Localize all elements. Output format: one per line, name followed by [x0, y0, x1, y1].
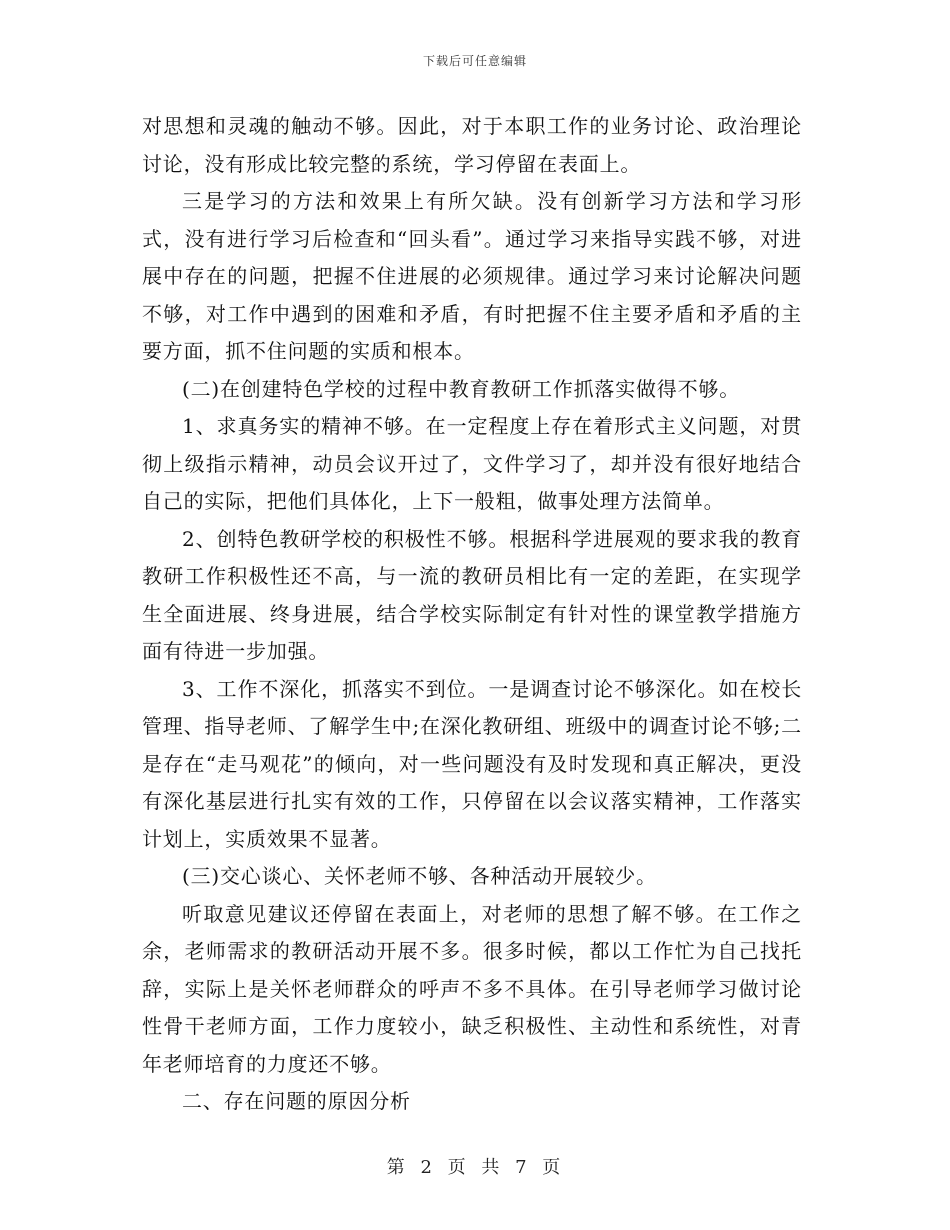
document-body	[142, 108, 802, 1121]
paragraph: 听取意见建议还停留在表面上，对老师的思想了解不够。在工作之余，老师需求的教研活动开展不多。很多时候，都以工作忙为自己找托辞，实际上是关怀老师群众的呼声不多不具体。在引导老师学习做讨论性骨干老师方面，工作力度较小，缺乏积极性、主动性和系统性，对青年老师培育的力度还不够。	[142, 901, 802, 1076]
paragraph: 1、求真务实的精神不够。在一定程度上存在着形式主义问题，对贯彻上级指示精神，动员会议开过了，文件学习了，却并没有很好地结合自己的实际，把他们具体化，上下一般粗，做事处理方法简单。	[142, 414, 802, 513]
section-heading: (三)交心谈心、关怀老师不够、各种活动开展较少。	[182, 864, 657, 888]
page-header-note: 下载后可任意编辑	[422, 54, 527, 68]
paragraph: 对思想和灵魂的触动不够。因此，对于本职工作的业务讨论、政治理论讨论，没有形成比较完整的系统，学习停留在表面上。	[142, 114, 802, 176]
section-heading: 二、存在问题的原因分析	[182, 1089, 411, 1113]
page-number-footer: 第 2 页 共 7 页	[386, 1157, 564, 1178]
paragraph: 3、工作不深化，抓落实不到位。一是调查讨论不够深化。如在校长管理、指导老师、了解学生中;在深化教研组、班级中的调查讨论不够;二是存在“走马观花”的倾向，对一些问题没有及时发现和真正解决，更没有深化基层进行扎实有效的工作，只停留在以会议落实精神，工作落实计划上，实质效果不显著。	[142, 676, 802, 851]
section-heading: (二)在创建特色学校的过程中教育教研工作抓落实做得不够。	[182, 376, 741, 401]
paragraph: 2、创特色教研学校的积极性不够。根据科学进展观的要求我的教育教研工作积极性还不高，与一流的教研员相比有一定的差距，在实现学生全面进展、终身进展，结合学校实际制定有针对性的课堂教学措施方面有待进一步加强。	[142, 526, 802, 663]
paragraph: 三是学习的方法和效果上有所欠缺。没有创新学习方法和学习形式，没有进行学习后检查和“回头看”。通过学习来指导实践不够，对进展中存在的问题，把握不住进展的必须规律。通过学习来讨论解决问题不够，对工作中遇到的困难和矛盾，有时把握不住主要矛盾和矛盾的主要方面，抓不住问题的实质和根本。	[142, 189, 802, 363]
